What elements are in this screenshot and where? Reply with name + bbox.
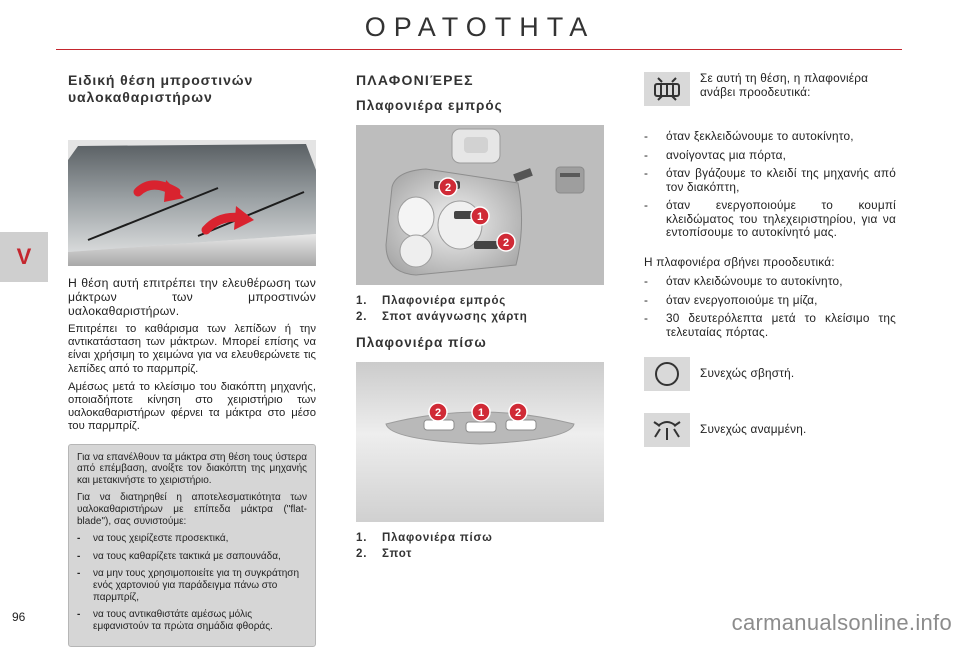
list-item: - να τους αντικαθιστάτε αμέσως μόλις εμφανιστούν τα πρώτα σημάδια φθοράς. — [77, 609, 273, 632]
always-off-row — [644, 357, 896, 391]
wiper-heading-line2: υαλοκαθαριστήρων — [68, 89, 213, 105]
legend-item: 2. Σποτ — [356, 548, 413, 560]
light-off-intro: Η πλαφονιέρα σβήνει προοδευτικά: — [644, 254, 835, 269]
wiper-heading — [68, 72, 316, 106]
wiper-heading-line1: Ειδική θέση μπροστινών — [68, 72, 254, 88]
always-off-text: Συνεχώς σβηστή. — [700, 366, 795, 380]
light-modes-section — [644, 72, 896, 447]
light-off-list — [644, 275, 896, 339]
callout-2-rear-a: 2 — [434, 407, 442, 419]
list-item: - όταν βγάζουμε το κλειδί της μηχανής από τον διακόπτη, — [644, 166, 896, 194]
courtesy-lights-section — [356, 72, 606, 562]
rear-light-photo — [356, 362, 604, 522]
wiper-text-1: Η θέση αυτή επιτρέπει την ελευθέρωση των μάκτρων των μπροστινών υαλοκαθαριστήρων. — [68, 276, 316, 318]
note-text-1: Για να επανέλθουν τα μάκτρα στη θέση τους ύστερα από επέμβαση, ανοίξτε τον διακόπτη της μηχανής και μετακινήστε το χειριστήριο. — [77, 451, 307, 486]
list-item: - όταν ξεκλειδώνουμε το αυτοκίνητο, — [644, 129, 854, 143]
always-on-row — [644, 413, 896, 447]
door-switch-icon — [644, 72, 690, 106]
front-light-photo — [356, 125, 604, 285]
wiper-text-3: Αμέσως μετά το κλείσιμο του διακόπτη μηχανής, οποιαδήποτε κίνηση στο χειριστήριο των υαλοκαθαριστήρων φέρνει τα μάκτρα στο μέσο του παρμπρίζ. — [68, 380, 316, 433]
list-item: - όταν ενεργοποιούμε το κουμπί κλειδώματος του τηλεχειριστηρίου, για να εντοπίσουμε το αυτοκίνητό μας. — [644, 198, 896, 239]
list-item: - 30 δευτερόλεπτα μετά το κλείσιμο της τελευταίας πόρτας. — [644, 311, 896, 339]
note-list — [77, 533, 307, 632]
list-item: - όταν κλειδώνουμε το αυτοκίνητο, — [644, 274, 843, 288]
lights-heading: ΠΛΑΦΟΝΙΈΡΕΣ — [356, 72, 474, 88]
wiper-section — [68, 72, 316, 647]
auto-mode-text: Σε αυτή τη θέση, η πλαφονιέρα ανάβει προοδευτικά: — [700, 71, 869, 99]
page-number: 96 — [12, 610, 26, 624]
always-on-text: Συνεχώς αναμμένη. — [700, 422, 807, 436]
callout-2-rear-b: 2 — [514, 407, 522, 419]
rear-light-legend — [356, 530, 606, 562]
legend-item: 1. Πλαφονιέρα πίσω — [356, 532, 493, 544]
list-item: - όταν ενεργοποιούμε τη μίζα, — [644, 292, 818, 307]
page-title: ΟΡΑΤΟΤΗΤΑ — [364, 12, 596, 42]
callout-2-b: 2 — [502, 237, 510, 249]
front-light-illustration — [356, 125, 604, 285]
callout-1-rear: 1 — [477, 407, 485, 419]
auto-mode-row — [644, 72, 896, 106]
footer-site-text: carmanualsonline.info — [731, 610, 952, 635]
list-item: - να τους καθαρίζετε τακτικά με σαπουνάδα, — [77, 550, 281, 562]
legend-item: 1. Πλαφονιέρα εμπρός — [356, 295, 507, 307]
chapter-tab — [0, 232, 48, 282]
light-on-icon — [644, 413, 690, 447]
list-item: - να μην τους χρησιμοποιείτε για τη συγκράτηση ενός χαρτονιού για παράδειγμα πάνω στο παρμπρίζ, — [77, 568, 300, 603]
list-item: - να τους χειρίζεστε προσεκτικά, — [77, 533, 229, 545]
wiper-note-box — [68, 444, 316, 647]
chapter-letter: V — [16, 244, 32, 269]
callout-2-a: 2 — [444, 182, 452, 194]
wiper-text-2: Επιτρέπει το καθάρισμα των λεπίδων ή την αντικατάσταση των μάκτρων. Μπορεί επίσης να είναι χρήσιμη το χειμώνα για να ελευθερώνετε τις λεπίδες από το παρμπρίζ. — [68, 323, 316, 375]
windshield-photo — [68, 140, 316, 266]
windshield-illustration — [68, 140, 316, 266]
light-off-icon — [644, 357, 690, 391]
list-item: - ανοίγοντας μια πόρτα, — [644, 147, 787, 162]
front-light-heading: Πλαφονιέρα εμπρός — [356, 98, 503, 113]
note-text-2: Για να διατηρηθεί η αποτελεσματικότητα των υαλοκαθαριστήρων με επίπεδα μάκτρα ("flat-blade"), σας συνιστούμε: — [77, 492, 307, 527]
light-on-list — [644, 130, 896, 240]
front-light-legend — [356, 293, 606, 325]
title-rule — [56, 49, 902, 50]
rear-light-illustration — [356, 362, 604, 522]
legend-item: 2. Σποτ ανάγνωσης χάρτη — [356, 311, 528, 323]
callout-1-front: 1 — [476, 211, 484, 223]
rear-light-heading: Πλαφονιέρα πίσω — [356, 335, 487, 350]
